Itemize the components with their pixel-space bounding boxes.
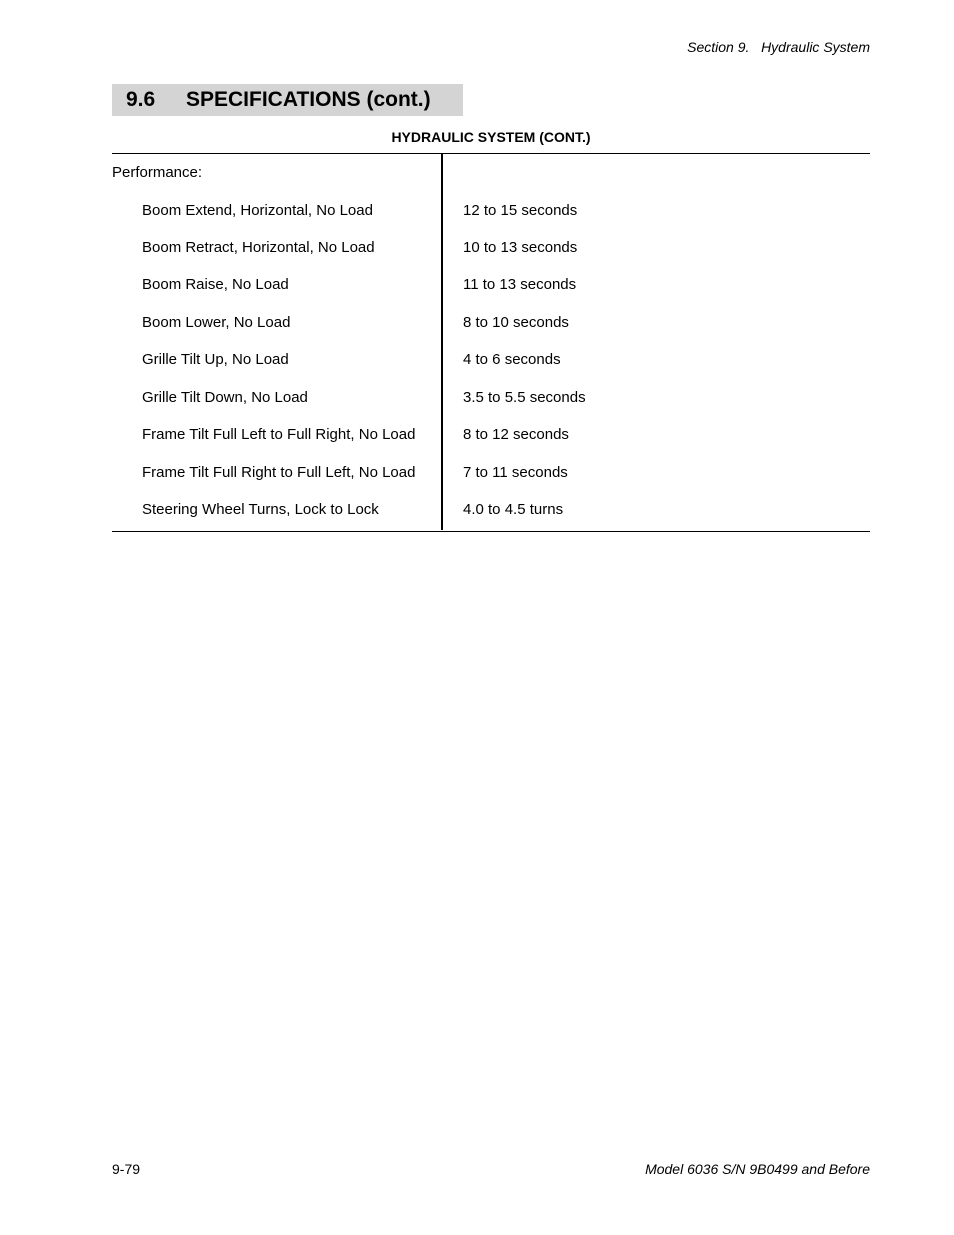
model-footer: Model 6036 S/N 9B0499 and Before [645, 1161, 870, 1177]
row-value: 10 to 13 seconds [463, 239, 578, 256]
row-value: 7 to 11 seconds [463, 464, 568, 481]
row-value: 12 to 15 seconds [463, 202, 578, 219]
page-number: 9-79 [112, 1161, 141, 1177]
table-top-rule [112, 153, 870, 154]
row-value: 3.5 to 5.5 seconds [463, 389, 586, 406]
table-title: HYDRAULIC SYSTEM (CONT.) [391, 129, 591, 145]
group-label-performance: Performance: [112, 164, 203, 181]
section-heading [112, 84, 463, 116]
table-row [0, 276, 954, 296]
table-row [0, 501, 954, 521]
row-label: Frame Tilt Full Left to Full Right, No Load [142, 426, 416, 443]
table-row [0, 314, 954, 334]
row-label: Boom Retract, Horizontal, No Load [142, 239, 375, 256]
row-label: Steering Wheel Turns, Lock to Lock [142, 501, 379, 518]
row-label: Grille Tilt Down, No Load [142, 389, 308, 406]
table-row [0, 426, 954, 446]
row-value: 8 to 10 seconds [463, 314, 569, 331]
section-title: SPECIFICATIONS (cont.) [186, 88, 431, 111]
row-value: 8 to 12 seconds [463, 426, 569, 443]
table-row [0, 389, 954, 409]
row-value: 4.0 to 4.5 turns [463, 501, 564, 518]
row-label: Frame Tilt Full Right to Full Left, No Load [142, 464, 416, 481]
row-value: 4 to 6 seconds [463, 351, 561, 368]
table-row [0, 202, 954, 222]
table-row [0, 351, 954, 371]
row-label: Boom Extend, Horizontal, No Load [142, 202, 373, 219]
table-row [0, 464, 954, 484]
table-bottom-rule [112, 531, 870, 532]
row-label: Boom Raise, No Load [142, 276, 289, 293]
running-header: Section 9. Hydraulic System [687, 39, 870, 55]
section-number: 9.6 [126, 88, 156, 111]
table-row [0, 239, 954, 259]
row-label: Grille Tilt Up, No Load [142, 351, 289, 368]
row-label: Boom Lower, No Load [142, 314, 291, 331]
row-value: 11 to 13 seconds [463, 276, 577, 293]
